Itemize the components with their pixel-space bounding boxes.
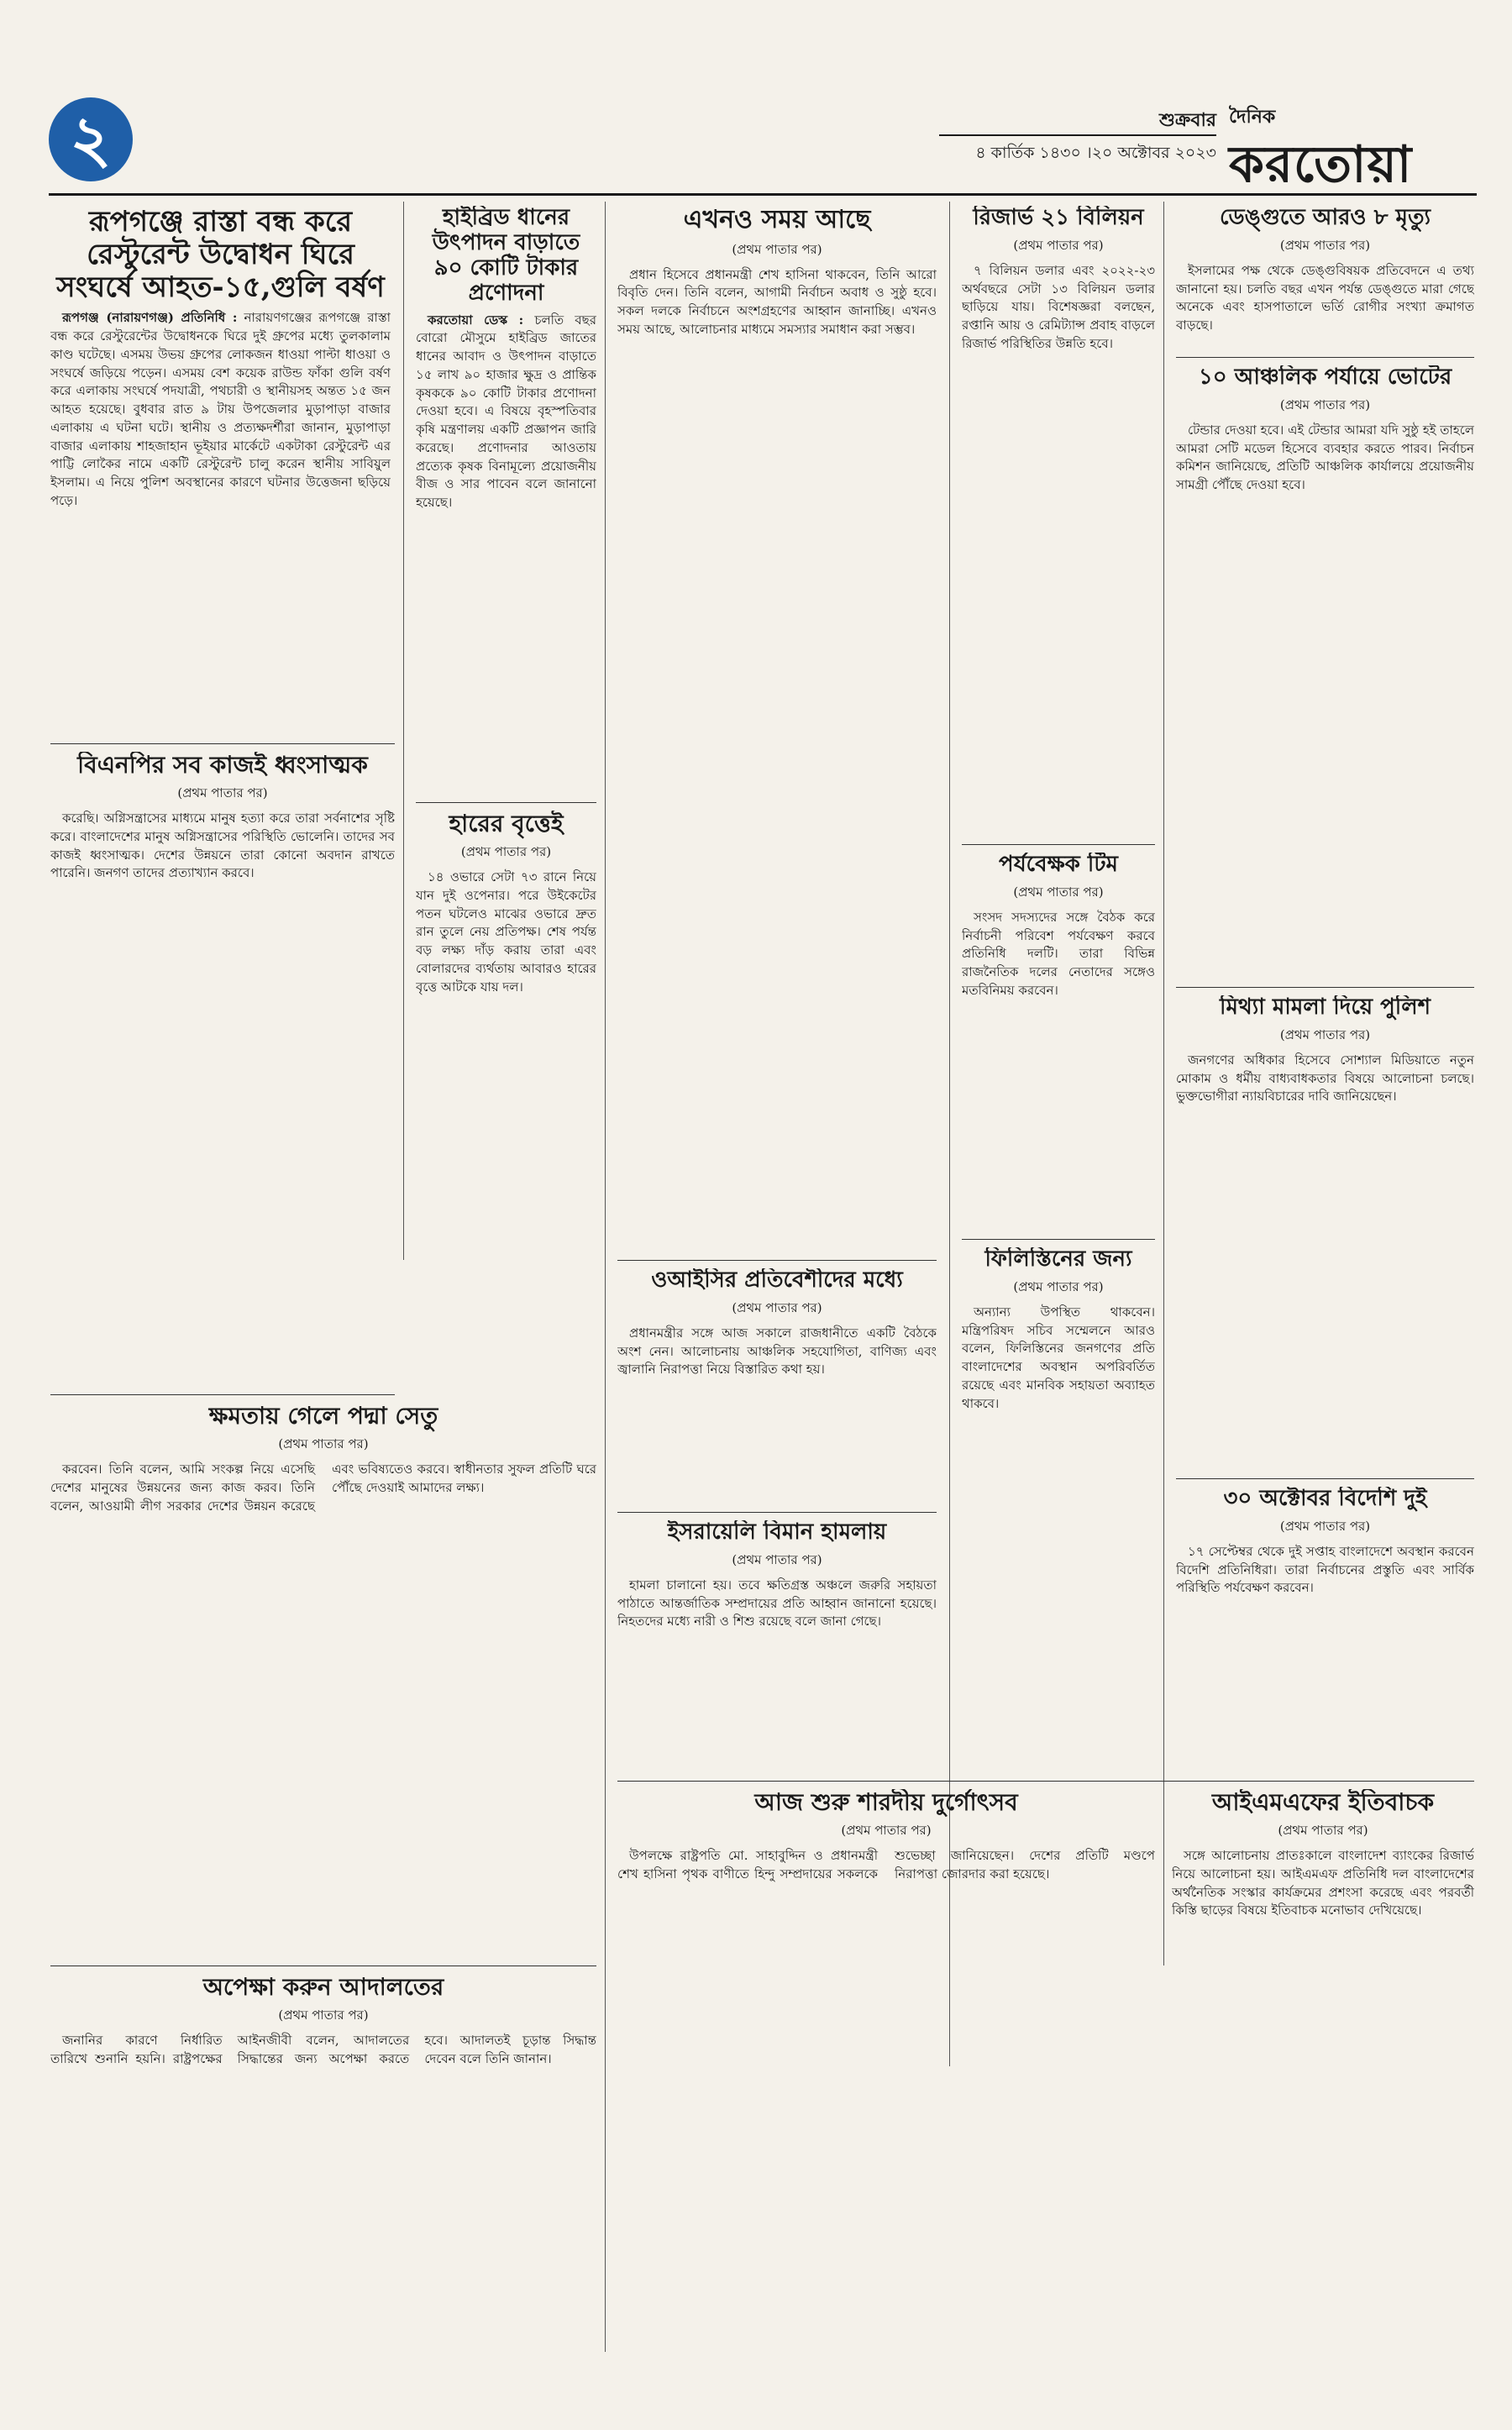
column-divider xyxy=(605,202,606,2352)
section-rule xyxy=(617,1512,937,1513)
article-text: প্রধান হিসেবে প্রধানমন্ত্রী শেখ হাসিনা থাকবেন, তিনি আরো বিবৃতি দেন। তিনি বলেন, আগামী নির্বাচন অবাধ ও সুষ্ঠু হবে। সকল দলকে নির্বাচনে অংশগ্রহণের আহ্বান জানাচ্ছি। এখনও সময় আছে, আলোচনার মাধ্যমে সমস্যার সমাধান করা সম্ভব। xyxy=(617,266,937,337)
article-headline: ৩০ অক্টোবর বিদেশি দুই xyxy=(1223,1487,1427,1511)
article-continuation: (প্রথম পাতার পর) xyxy=(1013,884,1104,900)
article-body xyxy=(617,1577,937,1631)
section-rule xyxy=(50,743,395,744)
article-text: সঙ্গে আলোচনায় প্রাতঃকালে বাংলাদেশ ব্যাংকের রিজার্ভ নিয়ে আলোচনা হয়। আইএমএফ প্রতিনিধি দল বাংলাদেশের অর্থনৈতিক সংস্কার কার্যক্রমের প্রশংসা করেছে এবং পরবর্তী কিস্তি ছাড়ের বিষয়ে ইতিবাচক মনোভাব দেখিয়েছে। xyxy=(1172,1848,1474,1918)
article-text: ৭ বিলিয়ন ডলার এবং ২০২২-২৩ অর্থবছরে সেটা ১৩ বিলিয়ন ডলার ছাড়িয়ে যায়। বিশেষজ্ঞরা বলছেন, রপ্তানি আয় ও রেমিট্যান্স প্রবাহ বাড়লে রিজার্ভ পরিস্থিতির উন্নতি হবে। xyxy=(962,262,1155,351)
article-continuation: (প্রথম পাতার পর) xyxy=(732,1299,822,1315)
issue-date: ৪ কার্তিক ১৪৩০ ।২০ অক্টোবর ২০২৩ xyxy=(975,144,1216,162)
article-continuation: (প্রথম পাতার পর) xyxy=(732,241,822,257)
article-headline: ডেঙ্গুতে আরও ৮ মৃত্যু xyxy=(1219,206,1431,230)
article-text: উপলক্ষে রাষ্ট্রপতি মো. সাহাবুদ্দিন ও প্রধানমন্ত্রী শেখ হাসিনা পৃথক বাণীতে হিন্দু সম্প্রদায়ের সকলকে শুভেচ্ছা জানিয়েছেন। দেশের প্রতিটি মণ্ডপে নিরাপত্তা জোরদার করা হয়েছে। xyxy=(617,1848,1155,1882)
article-body xyxy=(617,266,937,339)
article-body xyxy=(50,810,395,883)
article-text: প্রধানমন্ত্রীর সঙ্গে আজ সকালে রাজধানীতে একটি বৈঠকে অংশ নেন। আলোচনায় আঞ্চলিক সহযোগিতা, বাণিজ্য এবং জ্বালানি নিরাপত্তা নিয়ে বিস্তারিত কথা হয়। xyxy=(617,1325,937,1378)
masthead-divider xyxy=(939,134,1216,136)
article-text: টেন্ডার দেওয়া হবে। এই টেন্ডার আমরা যদি সুষ্ঠু হই তাহলে আমরা সেটি মডেল হিসেবে ব্যবহার করতে পারব। নির্বাচন কমিশন জানিয়েছে, প্রতিটি আঞ্চলিক কার্যালয়ে প্রয়োজনীয় সামগ্রী পৌঁছে দেওয়া হবে। xyxy=(1176,422,1474,493)
article-headline: মিথ্যা মামলা দিয়ে পুলিশ xyxy=(1220,995,1431,1020)
logo-title: করতোয়া xyxy=(1229,135,1413,194)
article-foreign-two xyxy=(1176,1487,1474,1772)
column-divider xyxy=(1163,202,1164,1966)
article-text: অন্যান্য উপস্থিত থাকবেন। মন্ত্রিপরিষদ সচিব সম্মেলনে আরও বলেন, ফিলিস্তিনের জনগণের প্রতি বাংলাদেশের অবস্থান অপরিবর্তিত রয়েছে এবং মানবিক সহায়তা অব্যাহত থাকবে। xyxy=(962,1304,1155,1411)
article-headline: হারের বৃত্তেই xyxy=(449,811,564,837)
article-continuation: (প্রথম পাতার পর) xyxy=(278,2008,369,2023)
article-headline: ইসরায়েলি বিমান হামলায় xyxy=(667,1520,887,1545)
article-text: চলতি বছর বোরো মৌসুমে হাইব্রিড জাতের ধানের আবাদ ও উৎপাদন বাড়াতে ১৫ লাখ ৯০ হাজার ক্ষুদ্র ও প্রান্তিক কৃষককে ৯০ কোটি টাকার প্রণোদনা দেওয়া হবে। এ বিষয়ে বৃহস্পতিবার কৃষি মন্ত্রণালয় একটি প্রজ্ঞাপন জারি করেছে। প্রণোদনার আওতায় প্রত্যেক কৃষক বিনামূল্যে প্রয়োজনীয় বীজ ও সার পাবেন বলে জানানো হয়েছে। xyxy=(416,312,596,511)
article-text: হামলা চালানো হয়। তবে ক্ষতিগ্রস্ত অঞ্চলে জরুরি সহায়তা পাঠাতে আন্তর্জাতিক সম্প্রদায়ের প্রতি আহ্বান জানানো হয়েছে। নিহতদের মধ্যে নারী ও শিশু রয়েছে বলে জানা গেছে। xyxy=(617,1577,937,1630)
article-text: ১৭ সেপ্টেম্বর থেকে দুই সপ্তাহ বাংলাদেশে অবস্থান করবেন বিদেশি প্রতিনিধিরা। তারা নির্বাচনের প্রস্তুতি এবং সার্বিক পরিস্থিতি পর্যবেক্ষণ করবেন। xyxy=(1176,1543,1474,1596)
article-still-time xyxy=(617,206,937,1247)
page-number-badge: ২ xyxy=(49,97,133,181)
article-headline: ফিলিস্তিনের জন্য xyxy=(984,1247,1132,1272)
article-text: ১৪ ওভারে সেটা ৭৩ রানে নিয়ে যান দুই ওপেনার। পরে উইকেটের পতন ঘটলেও মাঝের ওভারে দ্রুত রান তুলে নেয় প্রতিপক্ষ। শেষ পর্যন্ত বড় লক্ষ্য দাঁড় করায় তারা এবং বোলারদের ব্যর্থতায় আবারও হারের বৃত্তে আটকে যায় দল। xyxy=(416,869,596,995)
section-rule xyxy=(1176,987,1474,988)
article-imf xyxy=(1172,1789,1474,2360)
article-body xyxy=(1176,422,1474,495)
article-text: জনানির কারণে নির্ধারিত তারিখে শুনানি হয়নি। রাষ্ট্রপক্ষের আইনজীবী বলেন, আদালতের সিদ্ধান্তের জন্য অপেক্ষা করতে হবে। আদালতই চূড়ান্ত সিদ্ধান্ত দেবেন বলে তিনি জানান। xyxy=(50,2033,596,2066)
article-headline: আইএমএফের ইতিবাচক xyxy=(1211,1789,1435,1816)
newspaper-logo xyxy=(1229,91,1481,192)
article-body xyxy=(50,1461,596,1515)
article-headline: রূপগঞ্জে রাস্তা বন্ধ করে রেস্টুরেন্ট উদ্বোধন ঘিরে সংঘর্ষে আহত-১৫,গুলি বর্ষণ xyxy=(56,206,385,305)
article-continuation: (প্রথম পাতার পর) xyxy=(1278,1823,1368,1839)
article-headline: পর্যবেক্ষক টিম xyxy=(999,853,1118,877)
article-continuation: (প্রথম পাতার পর) xyxy=(732,1551,822,1567)
logo-prefix: দৈনিক xyxy=(1229,107,1276,128)
article-text: ইসলামের পক্ষ থেকে ডেঙ্গুবিষয়ক প্রতিবেদনে এ তথ্য জানানো হয়। চলতি বছর এখন পর্যন্ত ডেঙ্গুতে মারা গেছে অনেকে এবং হাসপাতালে ভর্তি রোগীর সংখ্যা ক্রমাগত বাড়ছে। xyxy=(1176,262,1474,333)
article-oic xyxy=(617,1268,937,1495)
article-court-wait xyxy=(50,1974,596,2360)
section-rule xyxy=(962,1781,1474,1782)
masthead xyxy=(49,91,1477,200)
article-byline: রূপগঞ্জ (নারায়ণগঞ্জ) প্রতিনিধি : xyxy=(62,310,238,326)
article-text: সংসদ সদস্যদের সঙ্গে বৈঠক করে নির্বাচনী পরিবেশ পর্যবেক্ষণ করবে প্রতিনিধি দলটি। তারা বিভিন্ন রাজনৈতিক দলের নেতাদের সঙ্গেও মতবিনিময় করবেন। xyxy=(962,909,1155,998)
article-body xyxy=(1176,1543,1474,1598)
article-reserve xyxy=(962,206,1155,827)
article-body xyxy=(416,312,596,512)
article-headline: এখনও সময় আছে xyxy=(683,206,871,234)
article-body xyxy=(1176,1052,1474,1106)
article-continuation: (প্রথম পাতার পর) xyxy=(1013,237,1104,253)
article-continuation: (প্রথম পাতার পর) xyxy=(1279,1026,1371,1042)
article-headline: ১০ আঞ্চলিক পর্যায়ে ভোটের xyxy=(1198,365,1452,390)
article-durga-puja xyxy=(617,1789,1155,2360)
article-text: করবেন। তিনি বলেন, আমি সংকল্প নিয়ে এসেছি দেশের মানুষের উন্নয়নের জন্য কাজ করব। তিনি বলেন, আওয়ামী লীগ সরকার দেশের উন্নয়ন করেছে এবং ভবিষ্যতেও করবে। স্বাধীনতার সুফল প্রতিটি ঘরে পৌঁছে দেওয়াই আমাদের লক্ষ্য। xyxy=(50,1462,596,1514)
issue-day: শুক্রবার xyxy=(1158,109,1216,131)
article-body xyxy=(1172,1847,1474,1920)
article-bnp xyxy=(50,752,395,1340)
section-rule xyxy=(50,1394,395,1395)
section-rule xyxy=(962,1239,1155,1240)
article-headline: ওআইসির প্রতিবেশীদের মধ্যে xyxy=(651,1268,903,1293)
article-body xyxy=(617,1325,937,1379)
article-body xyxy=(1176,262,1474,335)
article-body xyxy=(617,1847,1155,1886)
column-divider xyxy=(403,202,404,1260)
article-continuation: (প্রথম পাতার পর) xyxy=(841,1823,932,1839)
article-restaurant-clash xyxy=(50,206,391,643)
article-text: নারায়ণগঞ্জের রূপগঞ্জে রাস্তা বন্ধ করে রেস্টুরেন্টের উদ্বোধনকে ঘিরে দুই গ্রুপের মধ্যে তুলকালাম কাণ্ড ঘটেছে। এসময় উভয় গ্রুপের লোকজন ধাওয়া পাল্টা ধাওয়া ও সংঘর্ষে জড়িয়ে পড়েন। এসময় বেশ কয়েক রাউন্ড ফাঁকা গুলি বর্ষণ করে এলাকায় সংঘর্ষে পদযাত্রী, পথচারী ও স্থানীয়সহ অন্তত ১৫ জন আহত হয়েছে। বুধবার রাত ৯ টায় উপজেলার মুড়াপাড়া বাজার এলাকায় এ ঘটনা ঘটে। স্থানীয় ও প্রত্যক্ষদর্শীরা জানান, মুড়াপাড়া বাজার এলাকায় শাহজাহান ভূইয়ার মার্কেটে একটাকা রেস্টুরেন্ট এর পাট্টি লোকৈর নামে একটি রেস্টুরেন্ট চালু করেন স্থানীয় সাবিয়ুল ইসলাম। এ নিয়ে পুলিশ অবস্থানের কারণে ঘটনার উত্তেজনা ছড়িয়ে পড়ে। xyxy=(50,310,391,508)
article-text: করেছি। অগ্নিসন্ত্রাসের মাধ্যমে মানুষ হত্যা করে তারা সর্বনাশের সৃষ্টি করে। বাংলাদেশের মানুষ অগ্নিসন্ত্রাসের পরিস্থিতি ভোলেনি। তাদের সব কাজই ধ্বংসাত্মক। দেশের উন্নয়নে তারা কোনো অবদান রাখতে পারেনি। জনগণ তাদের প্রত্যাখ্যান করবে। xyxy=(50,811,395,881)
article-continuation: (প্রথম পাতার পর) xyxy=(1279,396,1371,412)
article-regional-vote xyxy=(1176,365,1474,970)
article-body xyxy=(962,909,1155,1000)
article-body xyxy=(962,262,1155,354)
article-headline: রিজার্ভ ২১ বিলিয়ন xyxy=(973,206,1144,230)
section-rule xyxy=(962,844,1155,845)
article-headline: হাইব্রিড ধানের উৎপাদন বাড়াতে ৯০ কোটি টাকার প্রণোদনা xyxy=(432,206,580,306)
article-continuation: (প্রথম পাতার পর) xyxy=(1013,1278,1104,1294)
section-rule xyxy=(617,1260,937,1261)
article-continuation: (প্রথম পাতার পর) xyxy=(1279,237,1371,253)
article-continuation: (প্রথম পাতার পর) xyxy=(177,785,268,801)
section-rule xyxy=(416,802,596,803)
column-divider xyxy=(949,202,950,2066)
article-byline: করতোয়া ডেস্ক : xyxy=(428,312,524,328)
article-headline: আজ শুরু শারদীয় দুর্গোৎসব xyxy=(754,1789,1018,1816)
article-continuation: (প্রথম পাতার পর) xyxy=(1279,1518,1371,1534)
masthead-rule xyxy=(49,193,1477,196)
article-observer-team xyxy=(962,853,1155,1222)
article-dengue xyxy=(1176,206,1474,349)
section-rule xyxy=(1176,1478,1474,1479)
section-rule xyxy=(1176,357,1474,358)
article-text: জনগণের অধিকার হিসেবে সোশ্যাল মিডিয়াতে নতুন মোকাম ও ধর্মীয় বাধ্যবাধকতার বিষয়ে আলোচনা চলছে। ভুক্তভোগীরা ন্যায়বিচারের দাবি জানিয়েছেন। xyxy=(1176,1052,1474,1105)
article-headline: ক্ষমতায় গেলে পদ্মা সেতু xyxy=(208,1403,438,1430)
article-body xyxy=(50,309,391,510)
article-cricket-loss xyxy=(416,811,596,1390)
article-continuation: (প্রথম পাতার পর) xyxy=(460,844,552,860)
article-false-case xyxy=(1176,995,1474,1466)
article-headline: বিএনপির সব কাজই ধ্বংসাত্মক xyxy=(77,752,368,779)
article-palestine xyxy=(962,1247,1155,1768)
article-continuation: (প্রথম পাতার পর) xyxy=(278,1436,369,1452)
article-body xyxy=(416,869,596,996)
article-body xyxy=(962,1304,1155,1414)
article-airstrike xyxy=(617,1520,937,1764)
article-body xyxy=(50,2032,596,2070)
article-hybrid-rice xyxy=(416,206,596,794)
article-padma-bridge xyxy=(50,1403,596,1957)
article-headline: অপেক্ষা করুন আদালতের xyxy=(202,1974,444,2001)
